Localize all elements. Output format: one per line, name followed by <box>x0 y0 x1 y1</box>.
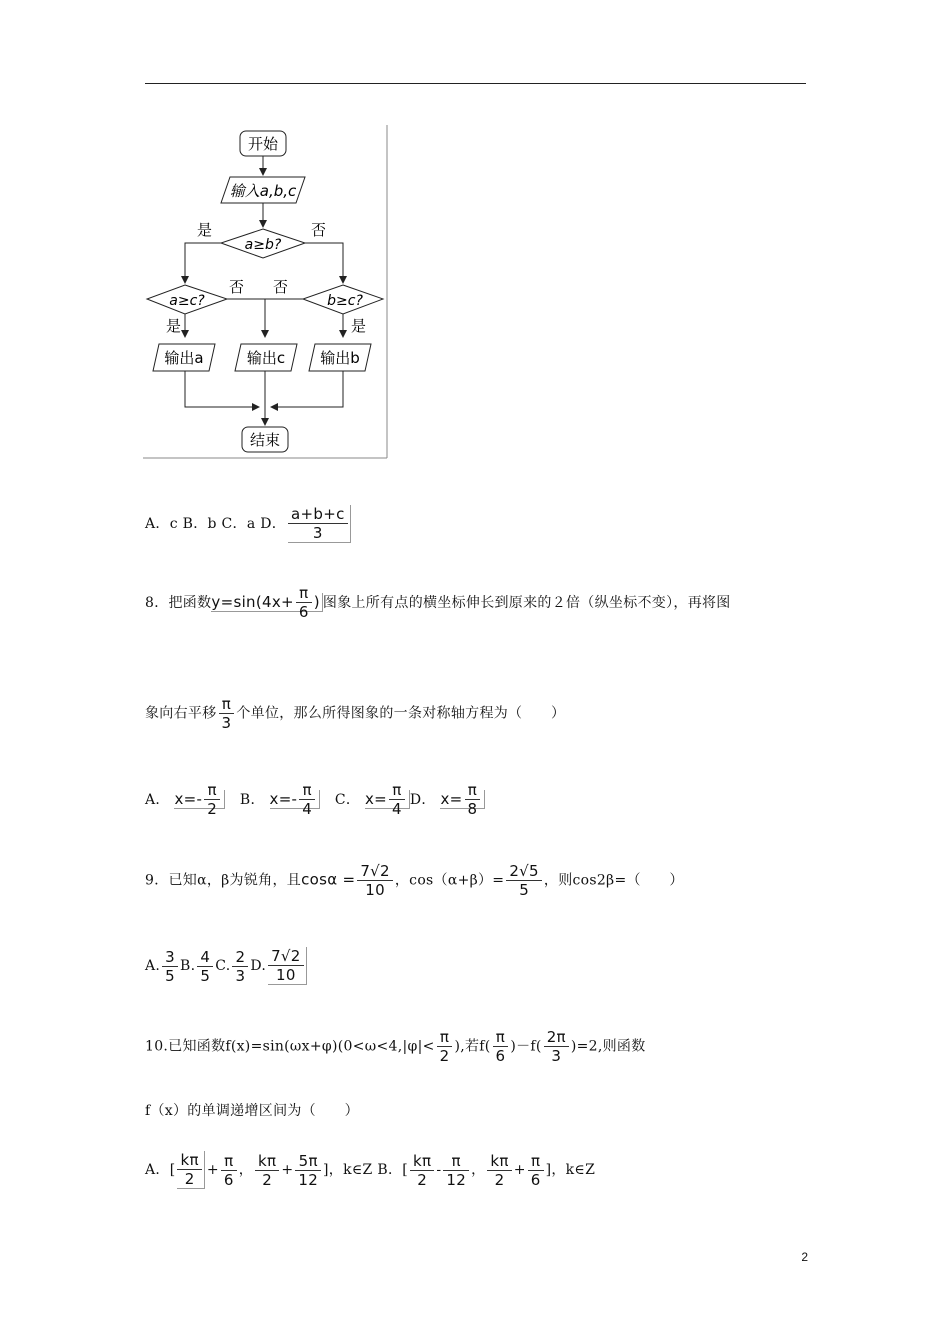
q10-b-frac2-den: 12 <box>446 1170 467 1189</box>
q8-func-text: y=sin(4x+ <box>211 593 294 611</box>
q8-line2-post: 个单位，那么所得图象的一条对称轴方程为（ ） <box>236 705 566 722</box>
q8-choice-c-label: C． <box>334 792 361 808</box>
q8-choice-d-den: 8 <box>467 800 478 818</box>
q8-choice-d-num: π <box>465 781 481 800</box>
q9-choice-c <box>232 948 248 985</box>
q9-choice-d-den: 10 <box>276 966 296 984</box>
q9-stem <box>145 862 684 899</box>
q10-a-frac3-num: kπ <box>255 1152 279 1171</box>
q9-mid: ，cos（α+β）= <box>394 872 505 889</box>
q8-post: 图象上所有点的横坐标伸长到原来的２倍（纵坐标不变），再将图 <box>322 595 731 611</box>
q8-choice-b-frac <box>299 781 315 818</box>
q10-frac2-num: π <box>493 1028 509 1047</box>
q10-choice-a-label: A．[ <box>145 1162 176 1178</box>
flow-cond3-label: b≥c? <box>327 293 363 309</box>
q9-frac2-num: 2√5 <box>506 862 542 881</box>
q8-choice-d <box>440 781 485 818</box>
q10-b-frac3-num: kπ <box>487 1152 511 1171</box>
q8-func-close: ) <box>313 593 320 611</box>
q9-frac1-num: 7√2 <box>357 862 393 881</box>
q10-post: )=2,则函数 <box>570 1038 646 1055</box>
q10-b-frac4-den: 6 <box>530 1170 541 1189</box>
q8-choice-b-num: π <box>299 781 315 800</box>
flow-no1: 否 <box>311 221 327 239</box>
q8-choice-b-den: 4 <box>302 800 313 818</box>
q8-line2-pre: 象向右平移 <box>145 705 217 722</box>
q8-line1 <box>145 584 731 621</box>
q9-choices <box>145 947 309 985</box>
q10-frac1-num: π <box>437 1028 453 1047</box>
q10-pre: 10.已知函数f(x)=sin(ωx+φ)(0<ω<4,|φ|< <box>145 1038 435 1055</box>
q10-b-frac1-den: 2 <box>417 1170 428 1189</box>
q8-line2 <box>145 695 565 732</box>
q9-pre: 9．已知α，β为锐角，且 <box>145 872 302 889</box>
q9-choice-d-label: D. <box>250 958 267 974</box>
q10-a-plus2: + <box>281 1162 294 1178</box>
q7-choices <box>145 505 353 543</box>
q7-choices-text: A．c B．b C．a D． <box>145 516 287 532</box>
q9-frac1-den: 10 <box>365 881 385 899</box>
q7-frac <box>288 505 351 543</box>
q9-choice-b-num: 4 <box>197 948 213 967</box>
q8-shift-den: 3 <box>221 714 232 732</box>
q10-choices <box>145 1151 595 1189</box>
q9-choice-d <box>268 947 307 985</box>
q10-a-plus1: + <box>206 1162 219 1178</box>
q8-pre: 8．把函数 <box>145 595 212 611</box>
flow-yes3: 是 <box>351 317 367 335</box>
q10-a-frac1-num: kπ <box>177 1151 201 1170</box>
q10-b-frac1 <box>410 1152 434 1189</box>
q8-choice-d-x: x= <box>440 790 463 808</box>
q9-choice-b-den: 5 <box>200 966 211 985</box>
flow-out-a-label: 输出a <box>164 349 204 367</box>
q8-choice-b-label: B． <box>239 792 265 808</box>
q9-choice-a <box>162 948 178 985</box>
flow-no2: 否 <box>229 278 245 296</box>
q10-frac3-den: 3 <box>551 1047 562 1065</box>
q10-b-comma: ， <box>471 1162 486 1178</box>
q10-a-frac1-den: 2 <box>184 1170 195 1188</box>
q10-b-frac2-num: π <box>443 1152 469 1171</box>
flowchart <box>143 125 389 460</box>
q10-b-frac4-num: π <box>528 1152 544 1171</box>
q10-b-frac1-num: kπ <box>410 1152 434 1171</box>
q10-frac2-den: 6 <box>495 1047 506 1065</box>
q8-func-frac <box>296 584 312 621</box>
q9-choice-b <box>197 948 213 985</box>
q10-a-comma: ， <box>238 1162 253 1178</box>
q9-cos: cosα = <box>301 870 356 889</box>
q10-b-plus: + <box>513 1162 526 1178</box>
flow-out-b-label: 输出b <box>320 349 360 367</box>
flow-end-label: 结束 <box>249 431 281 449</box>
q8-choice-c-frac <box>389 781 405 818</box>
q9-choice-d-num: 7√2 <box>268 947 304 966</box>
q8-choice-a-x: x=- <box>174 790 203 808</box>
flow-cond1-label: a≥b? <box>244 237 282 253</box>
q8-choice-d-label: D． <box>409 792 436 808</box>
q10-b-frac3 <box>487 1152 511 1189</box>
q8-choice-a-den: 2 <box>207 800 218 818</box>
q10-b-frac3-den: 2 <box>494 1170 505 1189</box>
q9-choice-a-num: 3 <box>162 948 178 967</box>
q10-a-frac3 <box>255 1152 279 1189</box>
q9-frac2 <box>506 862 542 899</box>
flow-start-label: 开始 <box>247 135 279 153</box>
q10-a-frac2-num: π <box>221 1152 237 1171</box>
q10-choice-b-label: B．[ <box>377 1162 409 1178</box>
q8-choice-d-frac <box>465 781 481 818</box>
q10-frac1-den: 2 <box>439 1047 450 1065</box>
q10-b-minus: - <box>436 1162 442 1178</box>
q8-shift-num: π <box>219 695 235 714</box>
q10-a-frac4-den: 12 <box>298 1170 319 1189</box>
q10-mid2: )－f( <box>510 1038 542 1055</box>
flow-no3: 否 <box>273 278 289 296</box>
flow-input-label: 输入a,b,c <box>229 182 297 200</box>
q9-choice-c-num: 2 <box>232 948 248 967</box>
flow-out-c-label: 输出c <box>246 349 286 367</box>
q8-choice-a <box>174 781 225 818</box>
q9-post: ，则cos2β=（ ） <box>543 872 684 889</box>
flow-yes1: 是 <box>197 221 213 239</box>
q10-a-frac3-den: 2 <box>262 1170 273 1189</box>
q8-choice-c-den: 4 <box>392 800 402 818</box>
q10-frac2 <box>493 1028 509 1065</box>
q9-choice-c-label: C. <box>215 958 231 974</box>
q8-choice-b <box>269 781 321 818</box>
q8-choice-a-label: A． <box>145 792 170 808</box>
page-number: 2 <box>801 1250 808 1264</box>
q9-choice-b-label: B. <box>180 958 196 974</box>
q8-choice-c <box>364 781 410 818</box>
q10-mid1: ),若f( <box>454 1038 491 1055</box>
q10-b-close: ]，k∈Z <box>545 1162 596 1178</box>
q8-func <box>211 584 322 621</box>
q8-func-den: 6 <box>298 603 309 621</box>
flow-cond2-label: a≥c? <box>169 293 205 309</box>
q8-choice-a-frac <box>204 781 220 818</box>
q7-frac-den: 3 <box>312 524 323 542</box>
flow-yes2: 是 <box>166 317 182 335</box>
q10-b-frac2 <box>443 1152 469 1189</box>
q10-a-frac2 <box>221 1152 237 1189</box>
q8-shift-frac <box>219 695 235 732</box>
q9-choice-c-den: 3 <box>235 966 246 985</box>
q8-choice-b-x: x=- <box>269 790 298 808</box>
q10-b-frac4 <box>528 1152 544 1189</box>
q9-frac1 <box>357 862 393 899</box>
q8-choice-c-x: x= <box>364 790 388 808</box>
q10-line2: f（x）的单调递增区间为（ ） <box>145 1103 359 1119</box>
q8-choices <box>145 781 485 818</box>
q10-a-close: ]，k∈Z <box>323 1162 373 1178</box>
q8-choice-c-num: π <box>389 781 405 800</box>
q10-frac3-num: 2π <box>544 1028 569 1047</box>
q10-a-frac4-num: 5π <box>295 1152 321 1171</box>
q10-frac1 <box>437 1028 453 1065</box>
header-rule <box>145 83 806 84</box>
q10-frac3 <box>544 1028 569 1065</box>
q9-frac2-den: 5 <box>519 881 530 899</box>
q10-a-frac1 <box>177 1151 204 1189</box>
q8-func-num: π <box>296 584 312 603</box>
q8-choice-a-num: π <box>204 781 220 800</box>
q9-choice-a-den: 5 <box>165 966 176 985</box>
q10-a-frac4 <box>295 1152 321 1189</box>
q9-choice-a-label: A. <box>145 958 161 974</box>
q7-frac-num: a+b+c <box>288 505 348 524</box>
q10-stem <box>145 1028 646 1065</box>
q10-a-frac2-den: 6 <box>223 1170 234 1189</box>
